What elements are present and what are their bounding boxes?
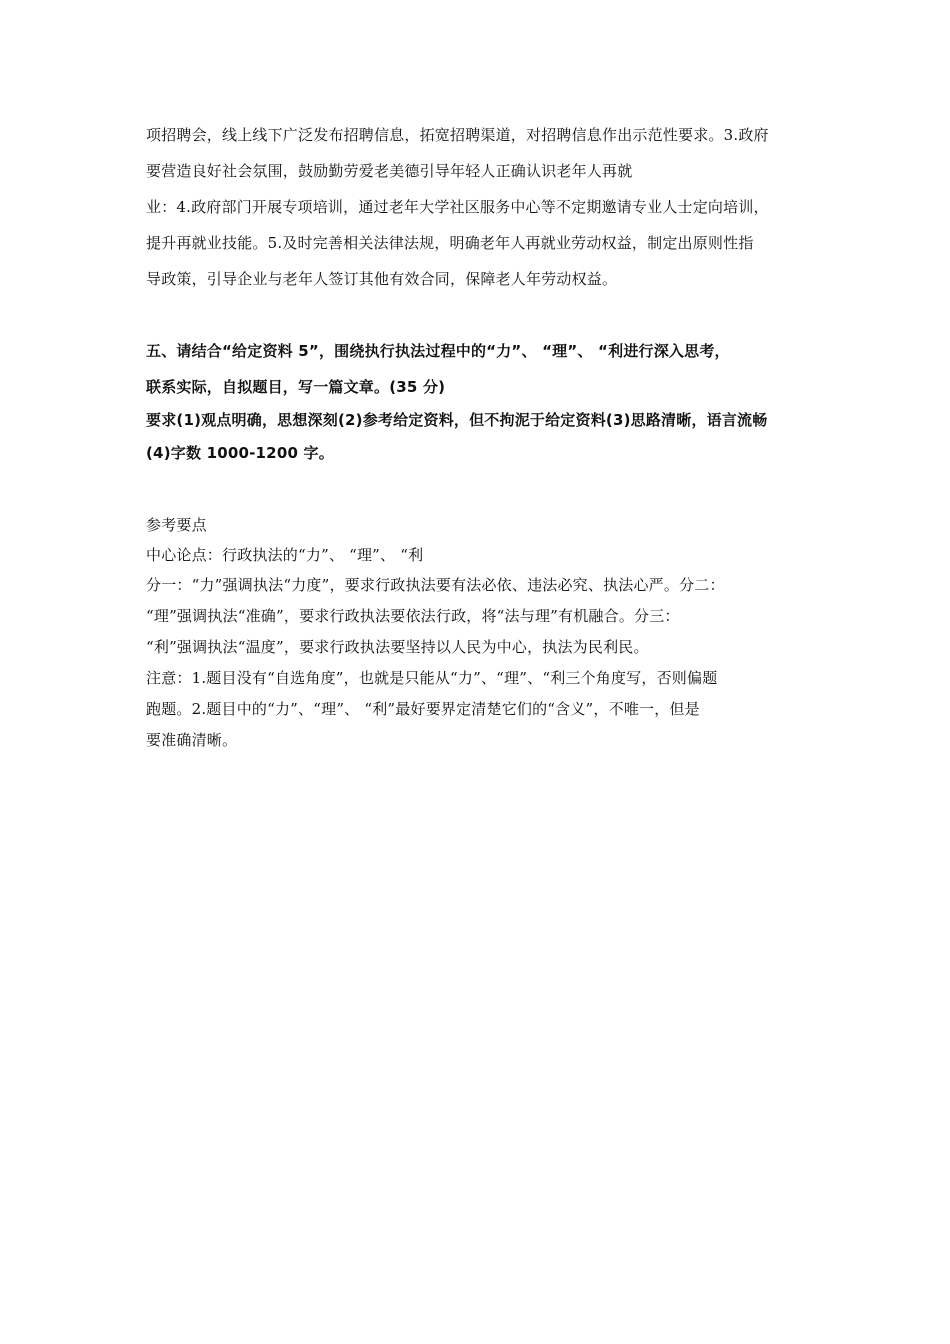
question-title-line: 五、请结合“给定资料 5”，围绕执行执法过程中的“力”、 “理”、 “利进行深入思考， <box>146 342 730 360</box>
paragraph-line: 要营造良好社会氛围，鼓励勤劳爱老美德引导年轻人正确认识老年人再就 <box>146 162 633 180</box>
reference-points <box>146 510 814 756</box>
paragraph-line: 业：4.政府部门开展专项培训，通过老年大学社区服务中心等不定期邀请专业人士定向培训， <box>146 198 769 216</box>
point-line: 分一：“力”强调执法“力度”，要求行政执法要有法必依、违法必究、执法心严。分二： <box>146 576 725 594</box>
question-requirement-line: (4)字数 1000-1200 字。 <box>146 444 334 462</box>
question-requirement-line: 要求(1)观点明确，思想深刻(2)参考给定资料，但不拘泥于给定资料(3)思路清晰，语言流畅 <box>146 411 768 429</box>
answer-continuation-paragraph <box>146 117 814 297</box>
reference-heading: 参考要点 <box>146 516 207 534</box>
point-line: “理”强调执法“准确”，要求行政执法要依法行政，将“法与理”有机融合。分三： <box>146 607 680 625</box>
point-line: “利”强调执法“温度”，要求行政执法要坚持以人民为中心，执法为民利民。 <box>146 638 649 656</box>
note-line: 注意：1.题目没有“自选角度”，也就是只能从“力”、“理”、“利三个角度写，否则偏题 <box>146 669 718 687</box>
central-point: 中心论点：行政执法的“力”、 “理”、 “利 <box>146 546 424 564</box>
question-title-line: 联系实际，自拟题目，写一篇文章。(35 分) <box>146 378 446 396</box>
paragraph-line: 提升再就业技能。5.及时完善相关法律法规，明确老年人再就业劳动权益，制定出原则性指 <box>146 234 754 252</box>
note-line: 要准确清晰。 <box>146 731 238 749</box>
note-line: 跑题。2.题目中的“力”、“理”、 “利”最好要界定清楚它们的“含义”，不唯一，但是 <box>146 700 700 718</box>
question-5 <box>146 333 814 471</box>
paragraph-line: 项招聘会，线上线下广泛发布招聘信息，拓宽招聘渠道，对招聘信息作出示范性要求。3.政府 <box>146 126 769 144</box>
paragraph-line: 导政策，引导企业与老年人签订其他有效合同，保障老人年劳动权益。 <box>146 270 618 288</box>
